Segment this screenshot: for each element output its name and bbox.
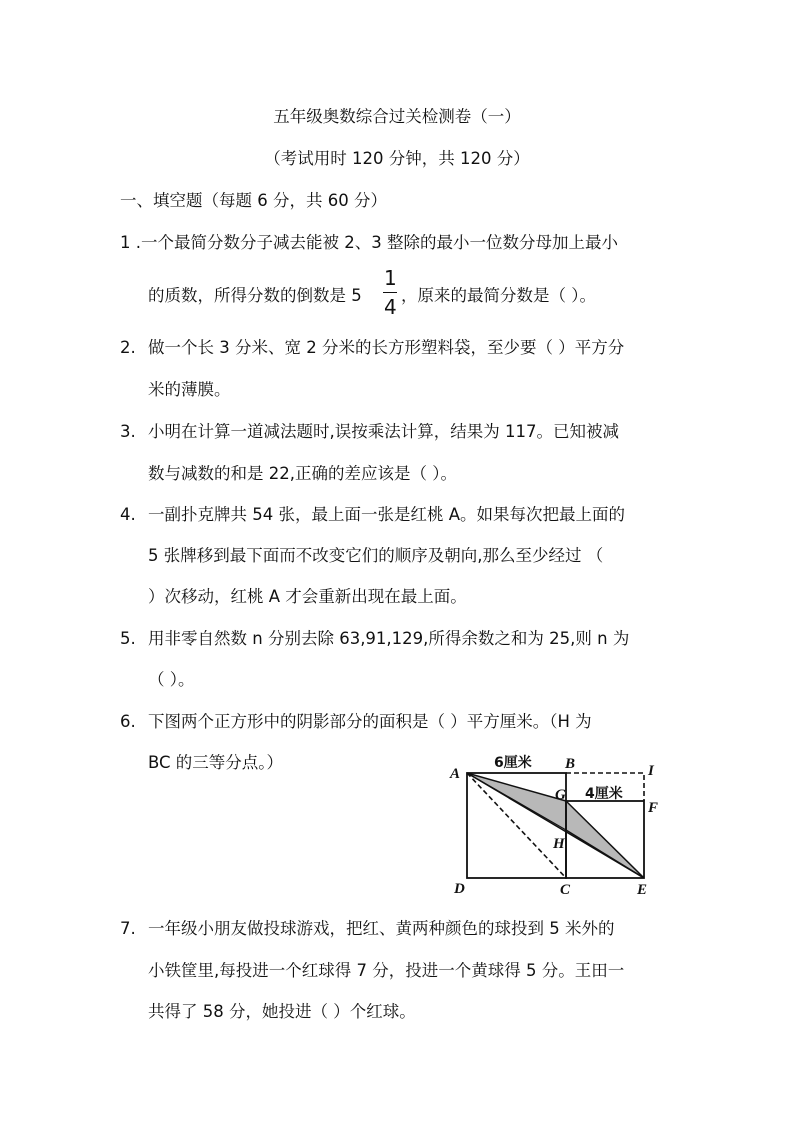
question-number: 7. — [120, 919, 136, 938]
dimension-6cm: 6厘米 — [494, 755, 532, 771]
dimension-4cm: 4厘米 — [585, 786, 623, 802]
fraction-numerator: 1 — [384, 266, 397, 290]
label-f: F — [648, 800, 659, 816]
question-4-line-1: 一副扑克牌共 54 张，最上面一张是红桃 A。如果每次把最上面的 — [148, 505, 626, 524]
label-a: A — [450, 766, 461, 782]
question-1-line-3: ，原来的最简分数是（ ）。 — [401, 286, 596, 305]
question-number: 4. — [120, 505, 136, 524]
question-5-line-1: 用非零自然数 n 分别去除 63,91,129,所得余数之和为 25,则 n 为 — [148, 629, 630, 648]
question-7-line-3: 共得了 58 分，她投进（ ）个红球。 — [148, 1002, 416, 1021]
question-7-line-2: 小铁筐里,每投进一个红球得 7 分，投进一个黄球得 5 分。王田一 — [148, 961, 625, 980]
question-7-line-1: 一年级小朋友做投球游戏，把红、黄两种颜色的球投到 5 米外的 — [148, 919, 615, 938]
question-number: 2. — [120, 338, 136, 357]
question-6-line-1: 下图两个正方形中的阴影部分的面积是（ ）平方厘米。（H 为 — [148, 712, 592, 731]
fraction-one-quarter — [383, 266, 399, 322]
page-title: 五年级奥数综合过关检测卷（一） — [273, 107, 521, 126]
question-3-line-1: 小明在计算一道减法题时,误按乘法计算，结果为 117。已知被减 — [148, 422, 619, 441]
question-2-line-2: 米的薄膜。 — [148, 380, 231, 399]
label-i: I — [648, 763, 654, 779]
exam-subtitle: （考试用时 120 分钟，共 120 分） — [264, 149, 530, 168]
label-e: E — [637, 882, 648, 898]
question-number: 3. — [120, 422, 136, 441]
geometry-figure — [440, 748, 680, 898]
question-6-line-2: BC 的三等分点。） — [148, 753, 284, 772]
question-1-line-2: 的质数，所得分数的倒数是 5 — [148, 286, 362, 305]
section-heading: 一、填空题（每题 6 分，共 60 分） — [120, 191, 387, 210]
question-number: 5. — [120, 629, 136, 648]
question-5-line-2: （ ）。 — [148, 670, 195, 689]
label-d: D — [454, 881, 465, 897]
question-4-line-3: ）次移动，红桃 A 才会重新出现在最上面。 — [148, 587, 467, 606]
label-g: G — [555, 787, 566, 803]
line-he — [566, 830, 644, 878]
question-2-line-1: 做一个长 3 分米、宽 2 分米的长方形塑料袋，至少要（ ）平方分 — [148, 338, 625, 357]
label-c: C — [560, 882, 571, 898]
question-number: 6. — [120, 712, 136, 731]
label-b: B — [565, 756, 576, 772]
question-1-line-1: 1 .一个最简分数分子减去能被 2、3 整除的最小一位数分母加上最小 — [120, 233, 618, 252]
question-4-line-2: 5 张牌移到最下面而不改变它们的顺序及朝向,那么至少经过 （ — [148, 546, 604, 565]
question-3-line-2: 数与减数的和是 22,正确的差应该是（ ）。 — [148, 464, 457, 483]
fraction-denominator: 4 — [384, 295, 397, 319]
fraction-bar — [383, 292, 397, 293]
label-h: H — [553, 836, 565, 852]
